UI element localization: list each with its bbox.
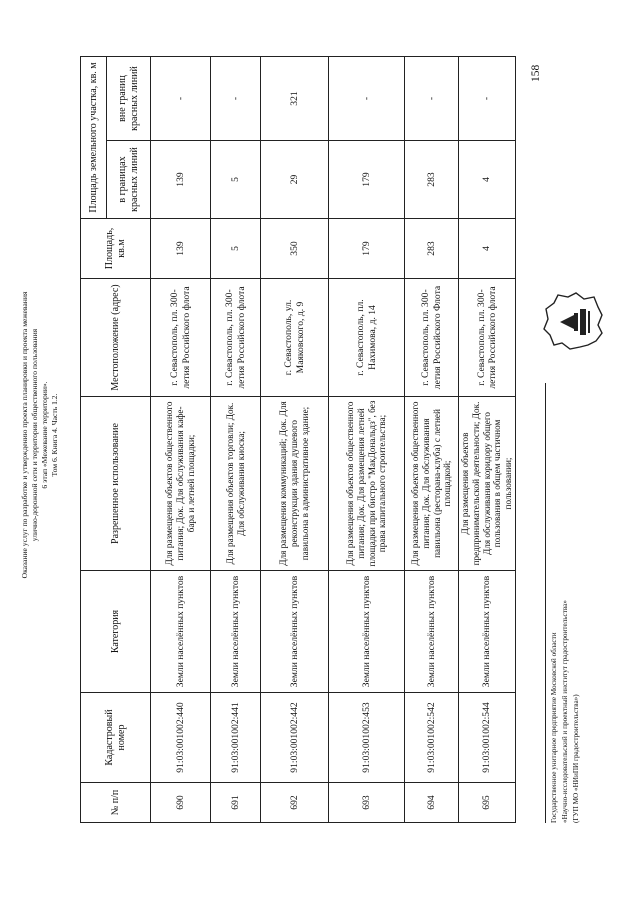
cell-num: 695 <box>459 783 516 823</box>
cell-area: 5 <box>211 219 261 279</box>
cell-area: 179 <box>329 219 405 279</box>
header-use: Разрешенное использование <box>81 397 151 571</box>
table-row <box>211 57 261 823</box>
cell-cadastral: 91:03:001002:453 <box>329 693 405 783</box>
footer-line-2: «Научно-исследовательский и проектный институт градостроительства» <box>561 600 569 823</box>
header-within: в границах красных линий <box>107 141 151 219</box>
table-row <box>459 57 516 823</box>
header-line-4: Том 6. Книга 4. Часть 1.2. <box>50 393 59 477</box>
header-cadastral: Кадастровый номер <box>81 693 151 783</box>
cell-category: Земли населённых пунктов <box>151 571 211 693</box>
table-row <box>405 57 459 823</box>
table-row <box>329 57 405 823</box>
cell-num: 694 <box>405 783 459 823</box>
cell-category: Земли населённых пунктов <box>329 571 405 693</box>
cell-num: 692 <box>261 783 329 823</box>
cell-within: 283 <box>405 141 459 219</box>
cell-location: г. Севастополь, пл. 300-летия Российского флота <box>151 279 211 397</box>
cell-outside: - <box>151 57 211 141</box>
header-category: Категория <box>81 571 151 693</box>
cell-num: 693 <box>329 783 405 823</box>
header-land-area-group: Площадь земельного участка, кв. м <box>81 57 107 219</box>
cell-num: 691 <box>211 783 261 823</box>
cell-location: г. Севастополь, пл. 300-летия Российского флота <box>211 279 261 397</box>
header-outside: вне границ красных линий <box>107 57 151 141</box>
cell-use: Для размещения объектов предпринимательской деятельности; Док. Для обслуживания коридору общего пользования в общем частичном пользовании; <box>459 397 516 571</box>
cell-location: г. Севастополь, пл. 300-летия Российского флота <box>459 279 516 397</box>
cell-category: Земли населённых пунктов <box>405 571 459 693</box>
cell-within: 4 <box>459 141 516 219</box>
cell-cadastral: 91:03:001002:544 <box>459 693 516 783</box>
cell-cadastral: 91:03:001002:441 <box>211 693 261 783</box>
cell-use: Для размещения объектов общественного питания; Док. Для размещения летней площадки при бистро "МакДональдз", без права капитального строительства; <box>329 397 405 571</box>
cell-area: 139 <box>151 219 211 279</box>
cell-num: 690 <box>151 783 211 823</box>
cell-area: 283 <box>405 219 459 279</box>
cell-category: Земли населённых пунктов <box>261 571 329 693</box>
cell-cadastral: 91:03:001002:542 <box>405 693 459 783</box>
cell-outside: - <box>329 57 405 141</box>
cell-within: 29 <box>261 141 329 219</box>
document-header <box>20 85 60 785</box>
cell-use: Для размещения объектов общественного питания; Док. Для обслуживания кафе-бара и летней площадки; <box>151 397 211 571</box>
cell-within: 5 <box>211 141 261 219</box>
header-location: Местоположение (адрес) <box>81 279 151 397</box>
cell-outside: - <box>211 57 261 141</box>
institute-logo-icon <box>540 289 606 355</box>
cell-use: Для размещения объектов общественного питания; Док. Для обслуживания павильона (ресторана-клуба) с летней площадкой; <box>405 397 459 571</box>
cell-area: 4 <box>459 219 516 279</box>
cell-category: Земли населённых пунктов <box>211 571 261 693</box>
table-row <box>151 57 211 823</box>
document-footer <box>545 383 582 823</box>
cell-area: 350 <box>261 219 329 279</box>
cell-outside: - <box>459 57 516 141</box>
header-line-3: 6 этап «Межевание территории». <box>40 381 49 489</box>
cell-location: г. Севастополь, ул. Маяковского, д. 9 <box>261 279 329 397</box>
cell-location: г. Севастополь, пл. 300-летия Российского Флота <box>405 279 459 397</box>
cell-cadastral: 91:03:001002:440 <box>151 693 211 783</box>
cell-outside: - <box>405 57 459 141</box>
cell-category: Земли населённых пунктов <box>459 571 516 693</box>
cell-within: 179 <box>329 141 405 219</box>
header-line-1: Оказание услуг по разработке и утверждению проекта планировки и проекта межевания <box>20 291 29 579</box>
cell-location: г. Севастополь, пл. Нахимова, д. 14 <box>329 279 405 397</box>
table-row <box>261 57 329 823</box>
header-num: № п/п <box>81 783 151 823</box>
cell-cadastral: 91:03:001002:442 <box>261 693 329 783</box>
land-plot-table <box>80 56 516 823</box>
cell-use: Для размещения коммуникаций; Док. Для реконструкции здания душевого павильона в административное здание; <box>261 397 329 571</box>
header-area: Площадь, кв.м <box>81 219 151 279</box>
page-number: 158 <box>530 64 542 82</box>
footer-line-1: Государственное унитарное предприятие Московской области <box>550 632 558 823</box>
header-line-2: улично-дорожной сети и территории общественного пользования <box>30 328 39 542</box>
cell-outside: 321 <box>261 57 329 141</box>
footer-line-3: (ГУП МО «НИиПИ градостроительства») <box>572 694 580 823</box>
cell-within: 139 <box>151 141 211 219</box>
cell-use: Для размещения объектов торговли; Док. Для обслуживания киоска; <box>211 397 261 571</box>
